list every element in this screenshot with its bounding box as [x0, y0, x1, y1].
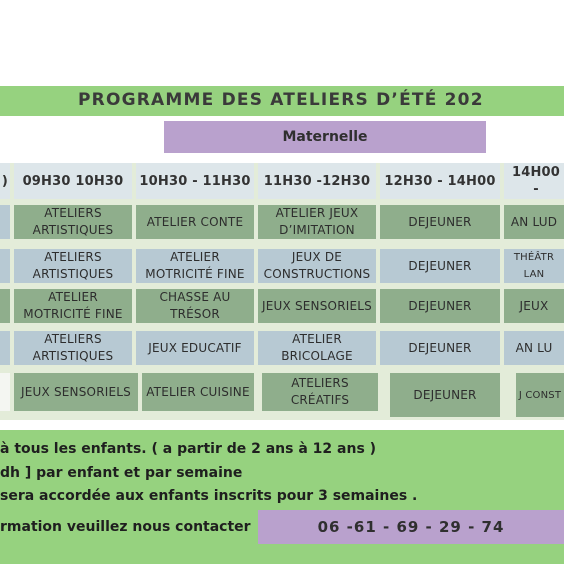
row1-col4: DEJEUNER [380, 205, 500, 239]
row2-col1: ATELIERS ARTISTIQUES [14, 249, 132, 283]
header-col-2: 10H30 - 11H30 [136, 163, 254, 199]
row1-col0 [0, 205, 10, 239]
row3-col2: CHASSE AU TRÉSOR [136, 289, 254, 323]
header-col-0: ) [0, 163, 10, 199]
row1-col3: ATELIER JEUX D’IMITATION [258, 205, 376, 239]
header-col-3: 11H30 -12H30 [258, 163, 376, 199]
row1-col2: ATELIER CONTE [136, 205, 254, 239]
row4-col5: AN LU [504, 331, 564, 365]
row2-col2: ATELIER MOTRICITÉ FINE [136, 249, 254, 283]
phone-number[interactable]: 06 -61 - 69 - 29 - 74 [258, 510, 564, 544]
row4-col1: ATELIERS ARTISTIQUES [14, 331, 132, 365]
row5-col5: J CONST [516, 373, 564, 417]
row2-col4: DEJEUNER [380, 249, 500, 283]
info-line-1: à tous les enfants. ( a partir de 2 ans à 12 ans ) [0, 441, 377, 457]
title-band [0, 86, 564, 116]
row1-col5: AN LUD [504, 205, 564, 239]
level-label: Maternelle [164, 121, 486, 153]
row3-col0 [0, 289, 10, 323]
page-title: PROGRAMME DES ATELIERS D’ÉTÉ 202 [78, 90, 484, 110]
row5-col4: DEJEUNER [390, 373, 500, 417]
row4-col3: ATELIER BRICOLAGE [258, 331, 376, 365]
row1-col1: ATELIERS ARTISTIQUES [14, 205, 132, 239]
row3-col3: JEUX SENSORIELS [258, 289, 376, 323]
row3-col1: ATELIER MOTRICITÉ FINE [14, 289, 132, 323]
row2-col3: JEUX DE CONSTRUCTIONS [258, 249, 376, 283]
row2-col0 [0, 249, 10, 283]
row5-col2: ATELIER CUISINE [142, 373, 254, 411]
header-col-5: 14H00 - [504, 163, 564, 199]
row5-col0 [0, 373, 10, 411]
info-line-2: dh ] par enfant et par semaine [0, 465, 243, 481]
row4-col2: JEUX EDUCATIF [136, 331, 254, 365]
row2-col5: THÉÂTR LAN [504, 249, 564, 283]
row5-col3: ATELIERS CRÉATIFS [262, 373, 378, 411]
info-line-3: sera accordée aux enfants inscrits pour 3 semaines . [0, 488, 418, 504]
header-col-4: 12H30 - 14H00 [380, 163, 500, 199]
schedule-grid [0, 163, 564, 420]
row3-col5: JEUX [504, 289, 564, 323]
row4-col0 [0, 331, 10, 365]
row5-col1: JEUX SENSORIELS [14, 373, 138, 411]
row3-col4: DEJEUNER [380, 289, 500, 323]
header-col-1: 09H30 10H30 [14, 163, 132, 199]
row4-col4: DEJEUNER [380, 331, 500, 365]
info-line-4: rmation veuillez nous contacter [0, 519, 251, 535]
